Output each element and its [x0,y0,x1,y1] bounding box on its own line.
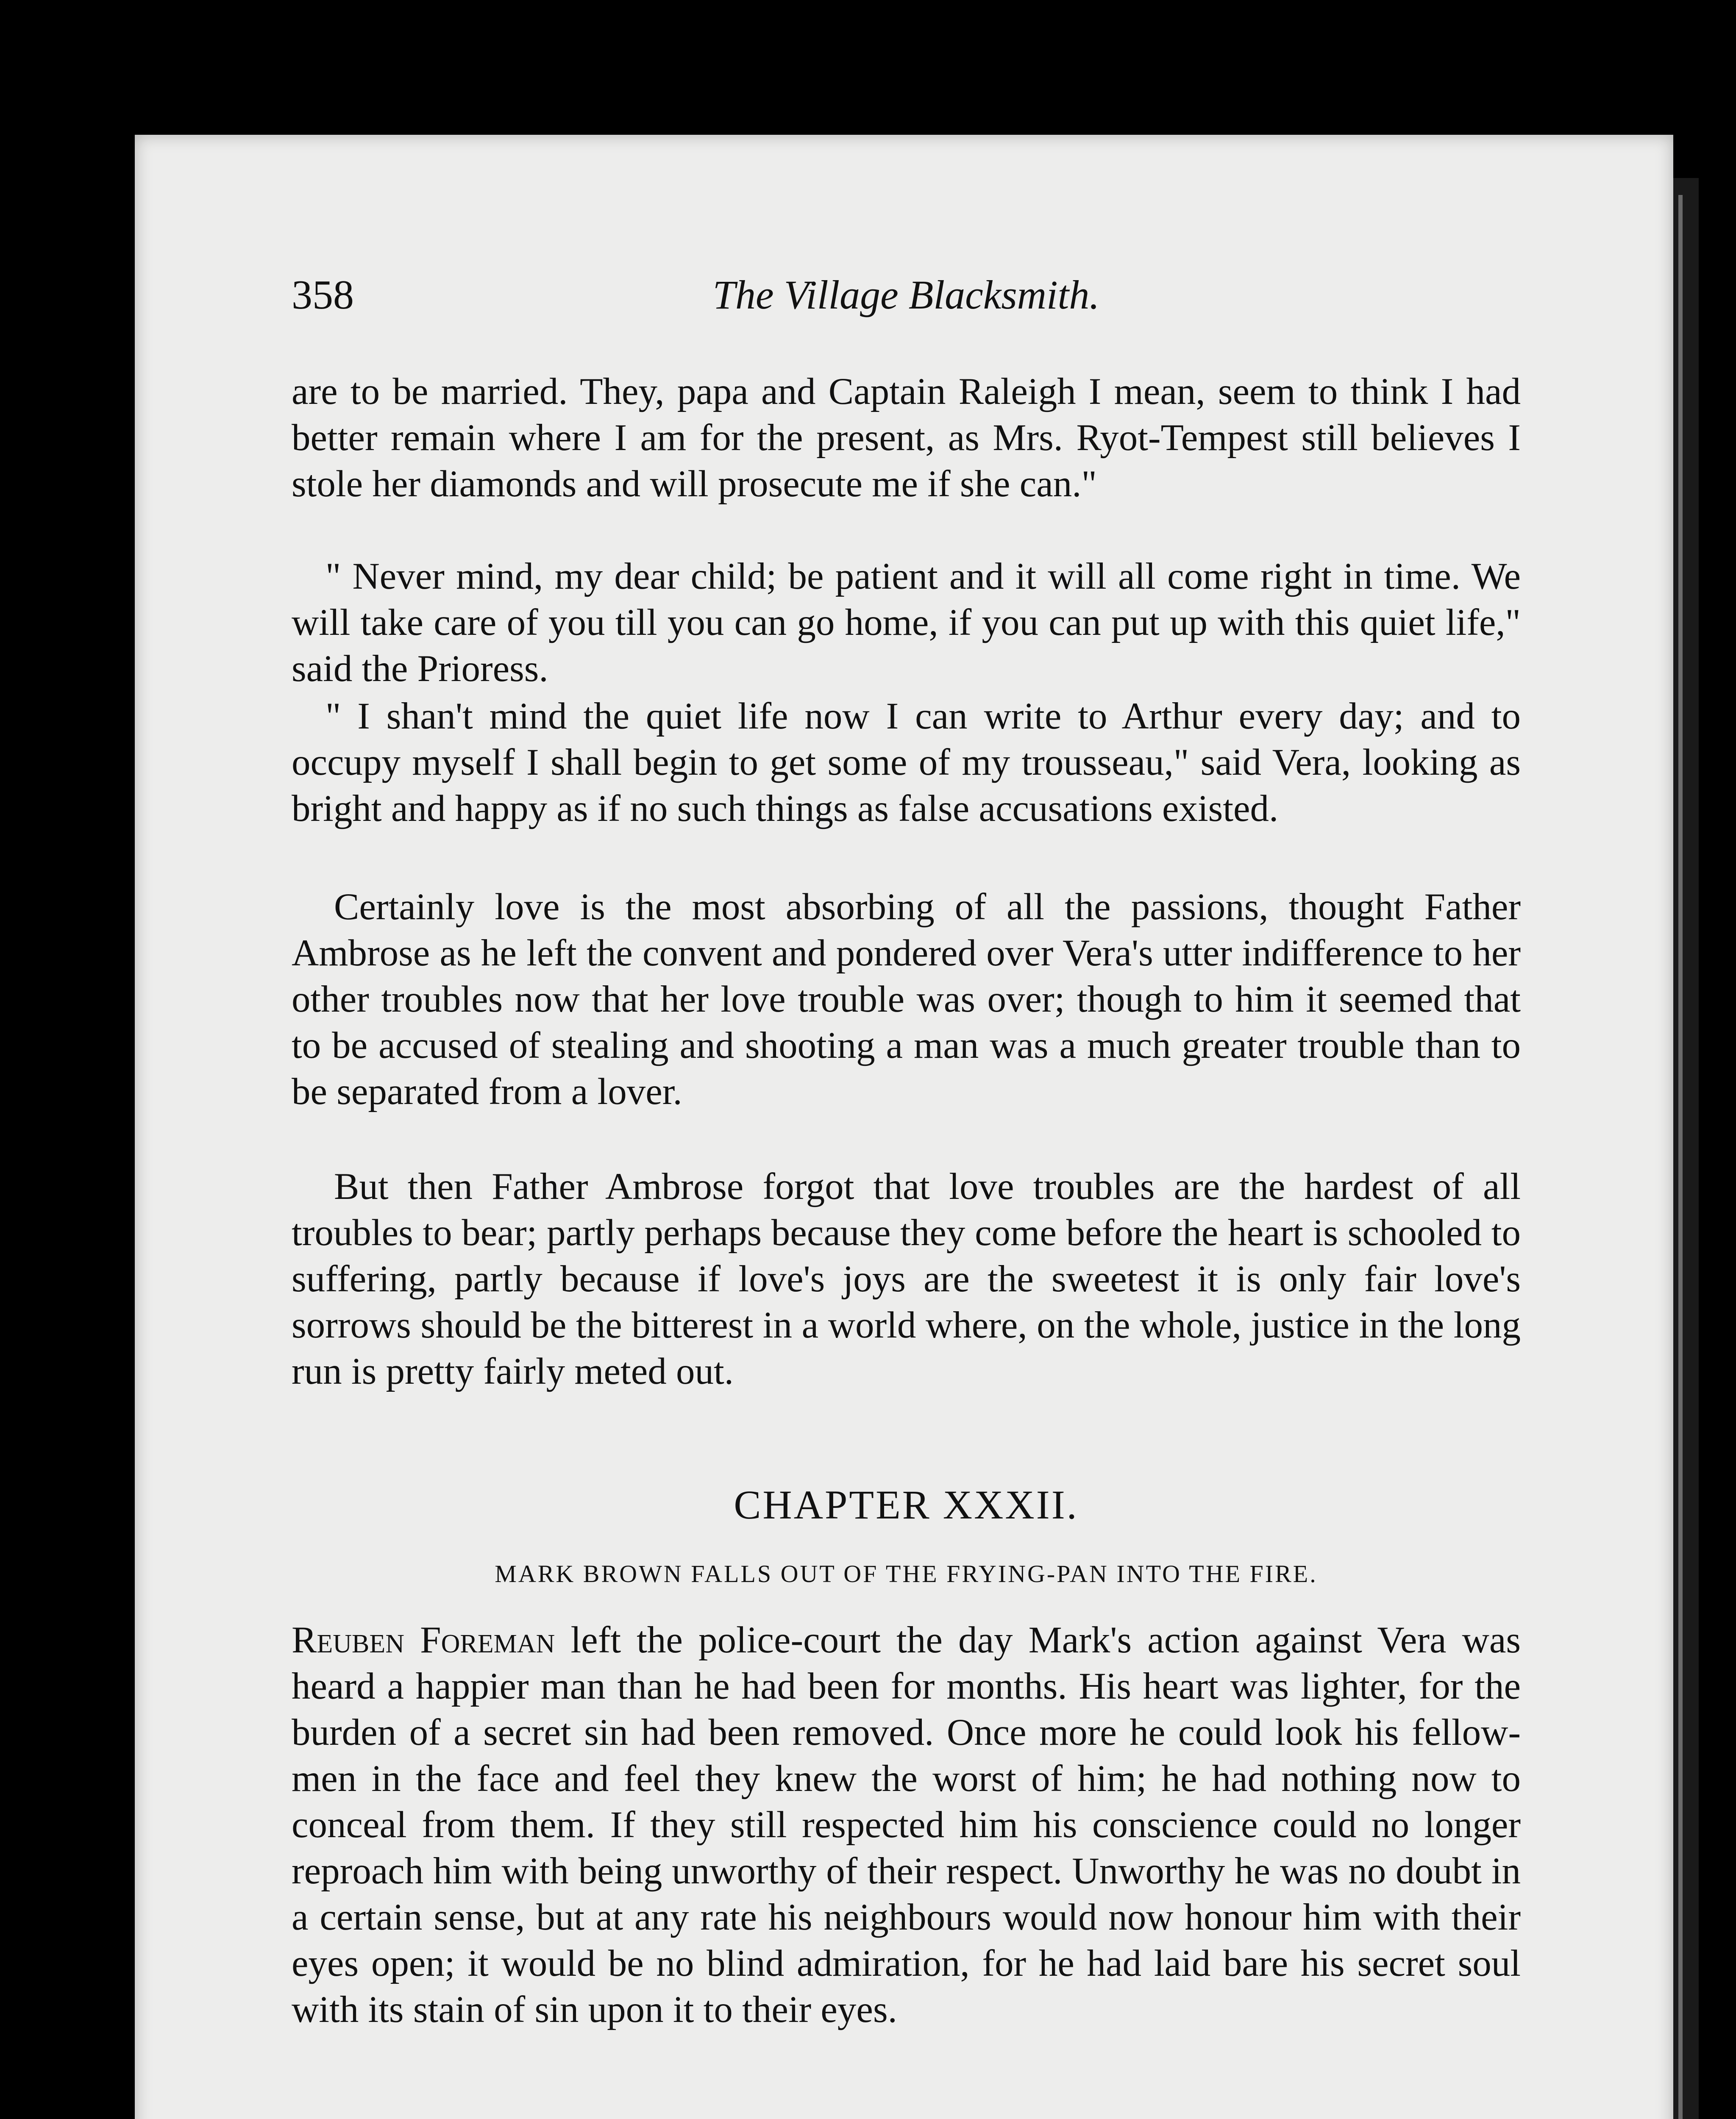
chapter-title: MARK BROWN FALLS OUT OF THE FRYING-PAN INTO THE FIRE. [495,1560,1318,1588]
paragraph-4: Certainly love is the most absorbing of all the passions, thought Father Ambrose as he left the convent and pondered over Vera's utter indifference to her other troubles now that her love trouble was over; though to him it seemed that to be accused of stealing and shooting a man was a much greater trouble than to be separated from a lover. [292,886,1521,1112]
paragraph-6-text: left the police-court the day Mark's action against Vera was heard a happier man than he had been for months. His heart was lighter, for the burden of a secret sin had been removed. Once more he could look his fellow-men in the face and feel they knew the worst of him; he had nothing now to conceal from them. If they still respected him his conscience could no longer reproach him with being unworthy of their respect. Unworthy he was no doubt in a certain sense, but at any rate his neighbours would now honour him with their eyes open; it would be no blind admiration, for he had laid bare his secret soul with its stain of sin upon it to their eyes. [292,1619,1521,2030]
next-page-sliver [1678,195,1683,2119]
running-head [292,271,1521,326]
opening-name: Reuben Foreman [292,1619,555,1661]
next-page-edge [1673,178,1699,2119]
chapter-number: CHAPTER XXXII. [734,1482,1079,1527]
paragraph-2: " Never mind, my dear child; be patient and it will all come right in time. We will take care of you till you can go home, if you can put up with this quiet life," said the Prioress. [292,556,1521,690]
running-title: The Village Blacksmith. [712,272,1100,317]
page-number: 358 [292,272,354,318]
paragraph-3: " I shan't mind the quiet life now I can write to Arthur every day; and to occupy myself I shall begin to get some of my trousseau," said Vera, looking as bright and happy as if no such things as false accusations existed. [292,695,1521,829]
paragraph-5: But then Father Ambrose forgot that love troubles are the hardest of all troubles to bear; partly perhaps because they come before the heart is schooled to suffering, partly because if love's joys are the sweetest it is only fair love's sorrows should be the bitterest in a world where, on the whole, justice in the long run is pretty fairly meted out. [292,1166,1521,1392]
paragraph-6 [292,1617,1521,2033]
paragraph-1: are to be married. They, papa and Captain Raleigh I mean, seem to think I had better remain where I am for the present, as Mrs. Ryot-Tempest still believes I stole her diamonds and will prosecute me if she can." [292,371,1521,505]
